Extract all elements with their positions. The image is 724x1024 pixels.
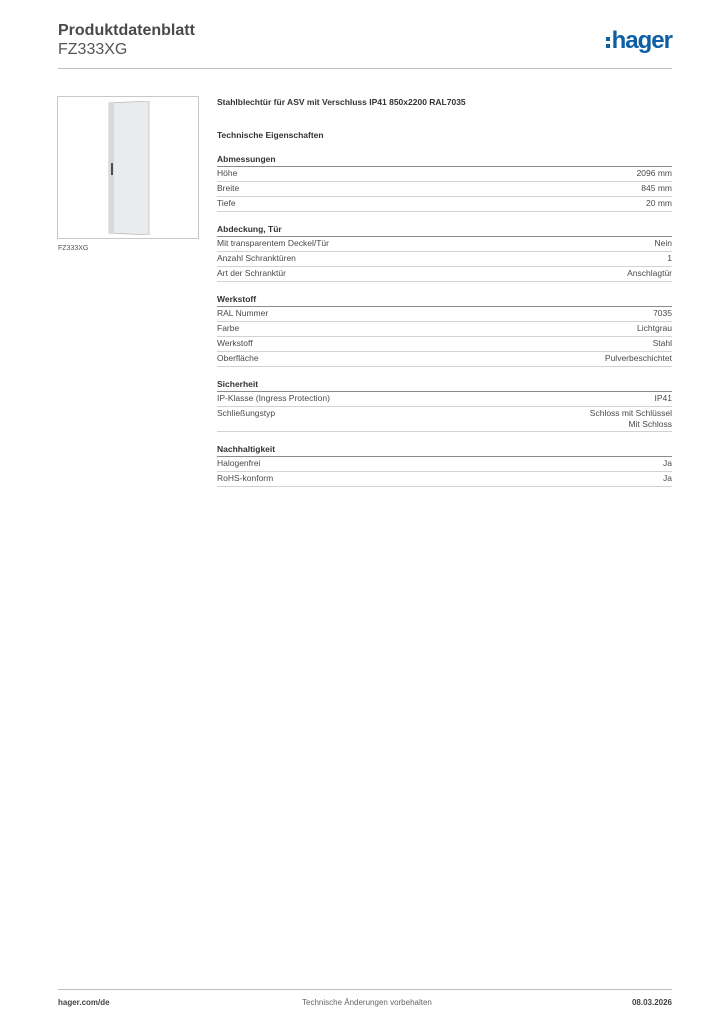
- spec-row: [217, 237, 672, 252]
- spec-group-title: Werkstoff: [217, 293, 672, 307]
- spec-group-title: Abdeckung, Tür: [217, 223, 672, 237]
- specs-heading: Technische Eigenschaften: [217, 130, 324, 140]
- spec-row: [217, 472, 672, 487]
- spec-value: 20 mm: [646, 198, 672, 208]
- spec-label: Breite: [217, 183, 240, 193]
- hager-logo: [606, 28, 672, 54]
- spec-label: Art der Schranktür: [217, 268, 286, 278]
- spec-label: Halogenfrei: [217, 458, 261, 468]
- footer-disclaimer: Technische Änderungen vorbehalten: [302, 998, 432, 1007]
- spec-value: 2096 mm: [636, 168, 672, 178]
- spec-row: [217, 252, 672, 267]
- footer-date: 08.03.2026: [631, 998, 672, 1007]
- spec-label: Werkstoff: [217, 338, 253, 348]
- logo-text: hager: [611, 27, 672, 54]
- spec-label: IP-Klasse (Ingress Protection): [217, 393, 330, 403]
- spec-label: Farbe: [217, 323, 240, 333]
- footer-divider: [58, 989, 672, 990]
- spec-row: [217, 407, 672, 432]
- spec-value-line: Schloss mit Schlüssel: [589, 408, 672, 418]
- spec-value: 845 mm: [641, 183, 672, 193]
- image-caption: FZ333XG: [58, 245, 89, 252]
- spec-row: [217, 392, 672, 407]
- spec-row: [217, 337, 672, 352]
- header-divider: [58, 68, 672, 69]
- spec-group-werkstoff: [217, 293, 672, 367]
- page-header: [58, 20, 672, 70]
- spec-row: [217, 352, 672, 367]
- spec-group-abmessungen: [217, 153, 672, 212]
- spec-group-title: Abmessungen: [217, 153, 672, 167]
- logo-colon-icon: [606, 37, 610, 48]
- spec-value: Ja: [663, 473, 672, 483]
- spec-row: [217, 182, 672, 197]
- spec-row: [217, 267, 672, 282]
- spec-label: Höhe: [217, 168, 238, 178]
- product-image: [57, 96, 199, 239]
- product-name: Stahlblechtür für ASV mit Verschluss IP41 850x2200 RAL7035: [217, 97, 466, 107]
- spec-label: Oberfläche: [217, 353, 259, 363]
- spec-label: Tiefe: [217, 198, 236, 208]
- spec-value: Pulverbeschichtet: [604, 353, 672, 363]
- spec-row: [217, 167, 672, 182]
- spec-value: IP41: [654, 393, 672, 403]
- product-details: [217, 96, 672, 487]
- spec-value: 7035: [653, 308, 672, 318]
- spec-value: Stahl: [652, 338, 672, 348]
- spec-value-line: Mit Schloss: [628, 419, 672, 429]
- spec-label: RAL Nummer: [217, 308, 269, 318]
- spec-group-abdeckung: [217, 223, 672, 282]
- document-title: Produktdatenblatt: [58, 22, 195, 39]
- spec-label: Anzahl Schranktüren: [217, 253, 296, 263]
- spec-value: Lichtgrau: [637, 323, 672, 333]
- spec-group-title: Sicherheit: [217, 378, 672, 392]
- spec-row: [217, 457, 672, 472]
- spec-value: Anschlagtür: [627, 268, 672, 278]
- spec-row: [217, 197, 672, 212]
- spec-group-sicherheit: [217, 378, 672, 432]
- spec-label: RoHS-konform: [217, 473, 274, 483]
- spec-group-nachhaltigkeit: [217, 443, 672, 487]
- spec-row: [217, 322, 672, 337]
- cabinet-door-image: [106, 101, 151, 235]
- spec-value: [590, 408, 672, 430]
- spec-value: 1: [667, 253, 672, 263]
- spec-value: Ja: [663, 458, 672, 468]
- spec-row: [217, 307, 672, 322]
- spec-label: Schließungstyp: [217, 408, 276, 418]
- footer-website-link[interactable]: hager.com/de: [58, 998, 110, 1007]
- spec-label: Mit transparentem Deckel/Tür: [217, 238, 329, 248]
- product-code: FZ333XG: [58, 41, 128, 58]
- spec-group-title: Nachhaltigkeit: [217, 443, 672, 457]
- spec-value: Nein: [654, 238, 672, 248]
